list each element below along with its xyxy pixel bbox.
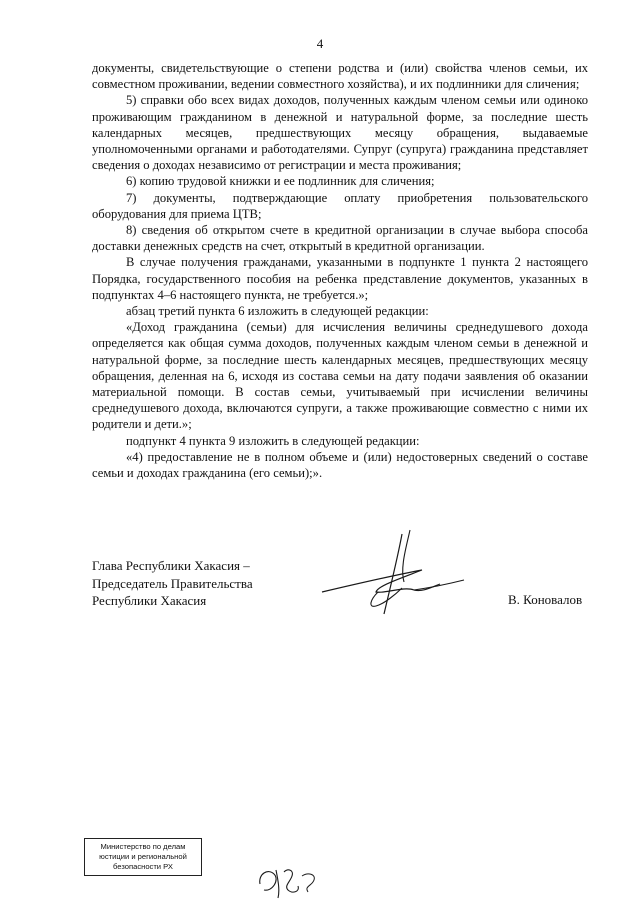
paragraph-8: «Доход гражданина (семьи) для исчисления величины среднедушевого дохода определяется как общая сумма доходов, полученных каждым членом семьи в денежной и натуральной форме, за последние шесть календарных месяцев, предшествующих месяцу обращения, деленная на 6, исходя из состава семьи на дату подачи заявления об оказании материальной помощи. В состав семьи, учитываемый при исчислении величины среднедушевого дохода, включаются супруги, а также проживающие совместно с ними их родители и дети.»; bbox=[92, 320, 588, 432]
signatory-title-line-3: Республики Хакасия bbox=[92, 593, 207, 608]
handwritten-signature bbox=[318, 528, 468, 618]
paragraph-1: документы, свидетельствующие о степени родства и (или) свойства членов семьи, их совместном проживании, ведении совместного хозяйства), и их подлинники для сличения; bbox=[92, 61, 588, 92]
signatory-title bbox=[92, 557, 253, 610]
stamp-line-2: юстиции и региональной bbox=[99, 852, 187, 861]
paragraph-6: В случае получения гражданами, указанными в подпункте 1 пункта 2 настоящего Порядка, государственного пособия на ребенка представление документов, указанных в подпунктах 4–6 настоящего пункта, не требуется.»; bbox=[92, 255, 588, 302]
paragraph-7: абзац третий пункта 6 изложить в следующей редакции: bbox=[126, 304, 429, 319]
ministry-stamp bbox=[84, 838, 202, 876]
document-body bbox=[92, 60, 588, 481]
paragraph-10: «4) предоставление не в полном объеме и (или) недостоверных сведений о составе семьи и доходах гражданина (его семьи);». bbox=[92, 449, 588, 481]
paragraph-9: подпункт 4 пункта 9 изложить в следующей редакции: bbox=[126, 433, 420, 448]
stamp-line-1: Министерство по делам bbox=[100, 842, 186, 851]
page-number: 4 bbox=[316, 36, 324, 51]
handwritten-initials bbox=[254, 862, 324, 902]
stamp-line-3: безопасности РХ bbox=[113, 862, 173, 871]
paragraph-5: 8) сведения об открытом счете в кредитной организации в случае выбора способа доставки денежных средств на счет, открытый в кредитной организации. bbox=[92, 223, 588, 254]
paragraph-2: 5) справки обо всех видах доходов, полученных каждым членом семьи или одиноко проживающим гражданином в денежной и натуральной форме, за последние шесть календарных месяцев, предшествующих месяцу обращения, выдаваемые уполномоченными органами и работодателями. Супруг (супруга) гражданина представляет сведения о доходах независимо от регистрации и места проживания; bbox=[92, 93, 588, 173]
paragraph-3: 6) копию трудовой книжки и ее подлинник для сличения; bbox=[126, 174, 435, 189]
paragraph-4: 7) документы, подтверждающие оплату приобретения пользовательского оборудования для приема ЦТВ; bbox=[92, 190, 588, 221]
signatory-title-line-2: Председатель Правительства bbox=[92, 575, 253, 591]
signatory-title-line-1: Глава Республики Хакасия – bbox=[92, 558, 250, 573]
signatory-name: В. Коновалов bbox=[508, 592, 583, 607]
